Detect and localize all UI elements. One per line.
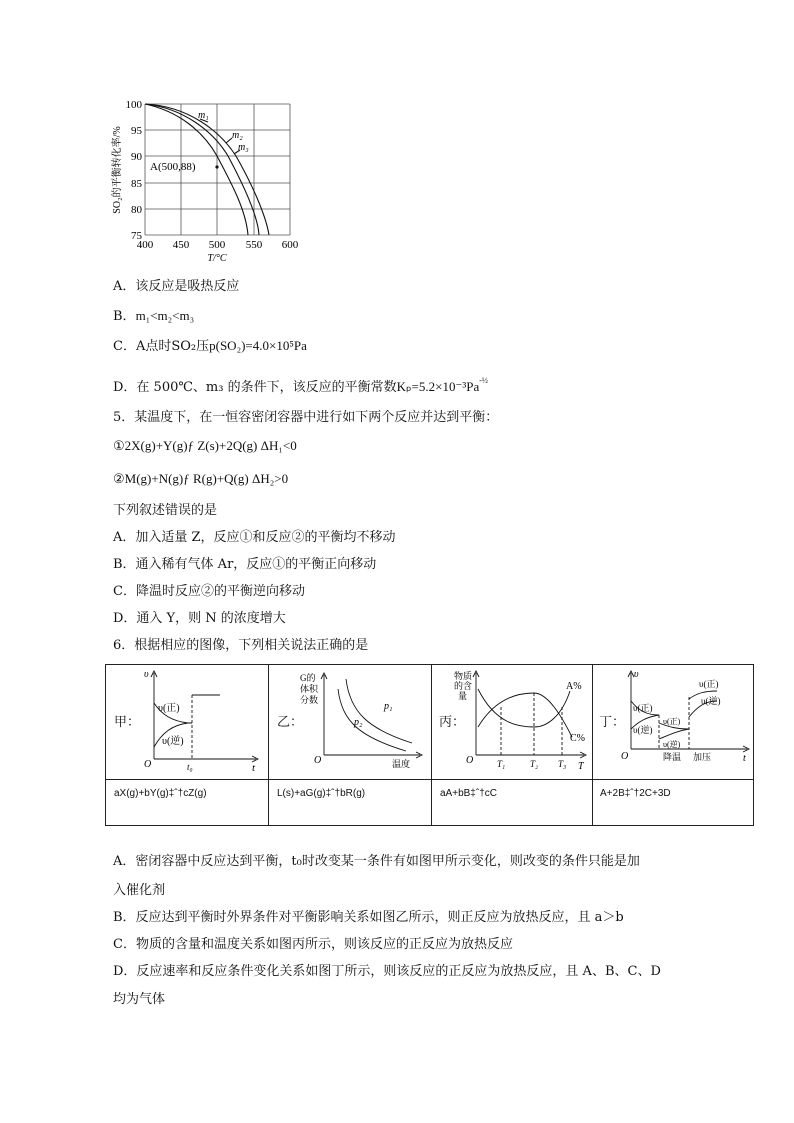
q5-reaction-2: ②M(g)+N(g)ƒ R(g)+Q(g) ΔH₂>0 [113,471,289,486]
ding-axis-v: υ [634,669,639,680]
q4-option-c-formula: p(SO₂)=4.0×10⁵Pa [209,338,307,353]
bing-axis-y-2: 的含 [454,681,473,691]
jia-axis-v: υ [144,669,149,680]
yi-axis-x: 温度 [392,759,411,769]
q6-option-d-line1: D．反应速率和反应条件变化关系如图丁所示，则该反应的正反应为放热反应，且 A、B、C、D [113,964,661,979]
q6-option-b: B．反应达到平衡时外界条件对平衡影响关系如图乙所示，则正反应为放热反应，且 a＞b [113,910,624,925]
bing-t3: T₃ [558,759,567,769]
bing-axis-t: T [578,761,584,772]
bing-axis-y-1: 物质 [454,671,473,681]
label-bing: 丙： [439,715,466,730]
tick-y-100: 100 [125,99,142,111]
bing-curve-c [478,689,570,727]
tick-x-600: 600 [281,239,299,251]
ding-label-reverse-2: υ(逆) [663,740,681,749]
tick-x-400: 400 [136,239,154,251]
graph-yi [298,667,426,775]
q6-stem: 6．根据相应的图像，下列相关说法正确的是 [113,638,369,653]
jia-axis-t: t [252,762,256,774]
table-row-divider [106,779,753,780]
jia-label-reverse: υ(逆) [162,736,184,747]
q6-option-a-line2: 入催化剂 [113,883,166,898]
q4-option-d-formula: Kₚ=5.2×10⁻³Pa [396,379,480,394]
q5-option-c: C．降温时反应②的平衡逆向移动 [113,584,305,599]
ding-origin: O [621,751,629,762]
tick-y-80: 80 [131,204,142,216]
label-jia: 甲： [114,715,141,730]
q6-option-d-line2: 均为气体 [113,992,166,1007]
q5-reaction-1: ①2X(g)+Y(g)ƒ Z(s)+2Q(g) ΔH₁<0 [113,438,297,453]
bing-curve-a [478,693,572,737]
q4-option-b-letter: B． [113,309,136,324]
yi-curve-p1 [346,679,412,743]
q4-option-b [113,308,194,325]
yi-curve-p2 [338,689,406,751]
q5-option-d: D．通入 Y，则 N 的浓度增大 [113,611,286,626]
tick-y-75: 75 [131,230,142,242]
graph-bing [454,667,590,775]
tick-y-90: 90 [131,151,142,163]
point-a-marker [215,165,218,168]
bing-origin: O [466,755,474,766]
so2-conversion-chart [108,96,308,266]
ding-axis-t: t [743,753,746,764]
q4-option-b-formula: m₁<m₂<m₃ [135,308,195,323]
yi-origin: O [314,755,322,766]
ding-cool: 降温 [663,752,682,762]
graph-jia [142,667,264,775]
point-a-label: A(500,88) [150,161,196,173]
tick-y-85: 85 [131,178,142,190]
x-axis-label: T/°C [207,253,227,264]
yi-axis-y-1: G的 [300,673,316,683]
ding-label-reverse-3: υ(逆) [701,696,721,706]
q6-option-a-line1: A．密闭容器中反应达到平衡，t₀时改变某一条件有如图甲所示变化，则改变的条件只能是加 [113,854,640,869]
ding-label-forward-3: υ(正) [699,679,719,689]
yi-label-p1: p₁ [384,701,393,712]
reaction-ding: A+2B‡ˆ†2C+3D [600,788,671,799]
y-axis-label: SO₂的平衡转化率/% [112,126,123,214]
q4-option-d-exponent: -½ [479,376,488,385]
q5-option-a: A．加入适量 Z，反应①和反应②的平衡均不移动 [113,530,396,545]
q6-option-c: C．物质的含量和温度关系如图丙所示，则该反应的正反应为放热反应 [113,937,513,952]
bing-axis-y-3: 量 [458,691,468,701]
jia-origin: O [144,759,152,770]
bing-label-a: A% [566,681,582,692]
reaction-yi: L(s)+aG(g)‡ˆ†bR(g) [277,788,366,799]
q4-option-d-text: D．在 500℃、m₃ 的条件下，该反应的平衡常数 [113,380,397,395]
q5-stem: 5．某温度下，在一恒容密闭容器中进行如下两个反应并达到平衡： [113,410,499,425]
label-yi: 乙： [277,715,304,730]
reaction-bing: aA+bB‡ˆ†cC [440,788,497,799]
q6-graph-table [105,664,754,826]
q4-option-d [113,373,488,396]
q4-option-a: A．该反应是吸热反应 [113,279,240,294]
tick-x-450: 450 [172,239,190,251]
yi-axis-y-2: 体积 [300,684,319,694]
yi-axis-y-3: 分数 [300,695,319,705]
jia-t0: t₀ [187,762,193,772]
reaction-jia: aX(g)+bY(g)‡ˆ†cZ(g) [114,788,207,799]
tick-x-550: 550 [245,239,263,251]
tick-y-95: 95 [131,125,142,137]
graph-ding [621,667,753,775]
ding-label-forward-1: υ(正) [633,703,653,713]
bing-t2: T₂ [530,759,539,769]
label-ding: 丁： [599,715,626,730]
ding-label-forward-2: υ(正) [663,717,681,726]
yi-label-p2: p₂ [354,717,363,728]
q5-option-b: B．通入稀有气体 Ar，反应①的平衡正向移动 [113,557,377,572]
label-m1: m₁ [198,110,209,121]
ding-label-reverse-1: υ(逆) [633,725,653,735]
jia-label-forward: υ(正) [158,703,180,714]
q4-option-c [113,338,307,355]
ding-press: 加压 [693,752,712,762]
bing-label-c: C% [570,733,585,744]
label-m2: m₂ [232,130,243,141]
tick-x-500: 500 [208,239,226,251]
q5-ask: 下列叙述错误的是 [113,503,218,518]
bing-t1: T₁ [497,759,506,769]
q4-option-c-text: C．A点时SO₂压 [113,339,210,354]
label-m3: m₃ [238,142,249,153]
